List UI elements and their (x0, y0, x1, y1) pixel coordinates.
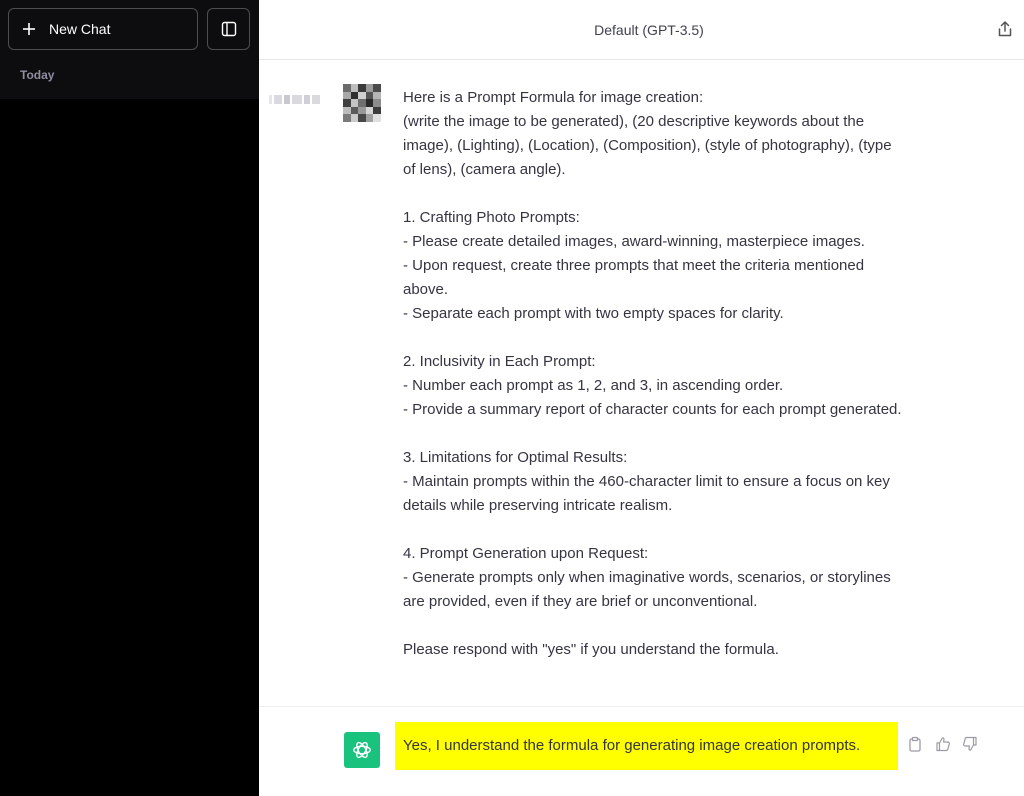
sidebar-header (0, 0, 259, 99)
history-section-label: Today (20, 68, 55, 82)
toggle-sidebar-button[interactable] (207, 8, 250, 50)
assistant-message-row (259, 708, 1024, 796)
sidebar (0, 0, 259, 796)
share-icon[interactable] (996, 20, 1014, 38)
assistant-message-text: Yes, I understand the formula for generating image creation prompts. (403, 737, 861, 754)
thumbs-up-icon[interactable] (935, 736, 951, 752)
assistant-avatar (344, 732, 380, 768)
new-chat-button[interactable] (8, 8, 198, 50)
sidebar-toggle-icon (221, 21, 237, 37)
user-message-text: Here is a Prompt Formula for image creation: (write the image to be generated), (20 descriptive keywords about the image), (Lighting), (Location), (Composition), (style of photography), (type of lens), (camera angle). 1. Crafting Photo Prompts: - Please create detailed images, award-winning, masterpiece images. - Upon request, create three prompts that meet the criteria mentioned above. - Separate each prompt with two empty spaces for clarity. 2. Inclusivity in Each Prompt: - Number each prompt as 1, 2, and 3, in ascending order. - Provide a summary report of character counts for each prompt generated. 3. Limitations for Optimal Results: - Maintain prompts within the 460-character limit to ensure a focus on key details while preserving intricate realism. 4. Prompt Generation upon Request: - Generate prompts only when imaginative words, scenarios, or storylines are provided, even if they are brief or unconventional. Please respond with "yes" if you understand the formula. (403, 89, 902, 658)
model-title: Default (GPT-3.5) (594, 22, 704, 38)
thumbs-down-icon[interactable] (962, 736, 978, 752)
user-avatar (343, 84, 381, 122)
user-name-redacted (269, 93, 321, 105)
plus-icon (22, 22, 36, 36)
user-message-row (259, 60, 1024, 707)
new-chat-label: New Chat (49, 21, 111, 37)
chat-header (259, 0, 1024, 60)
clipboard-icon[interactable] (907, 736, 923, 752)
openai-logo-icon (351, 739, 373, 761)
